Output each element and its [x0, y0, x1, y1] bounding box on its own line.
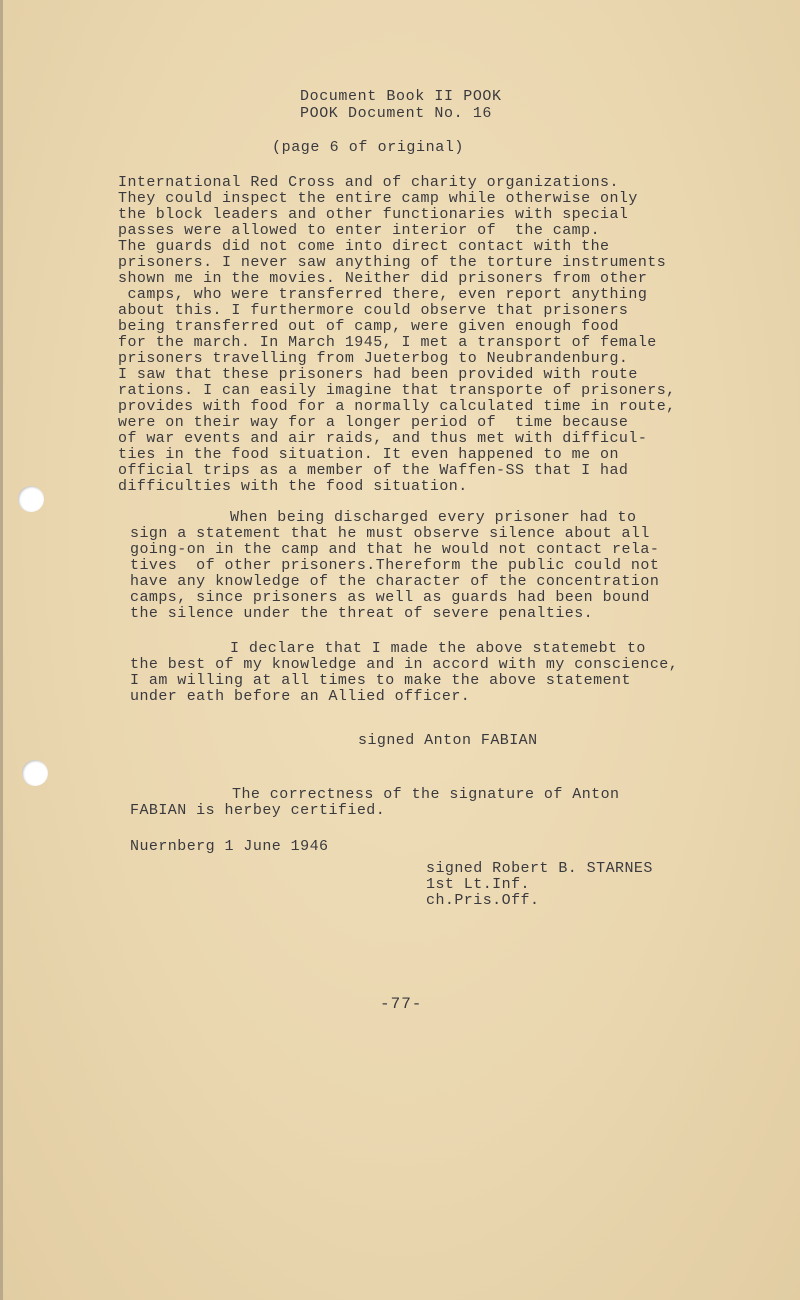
text-line: going-on in the camp and that he would not contact rela-: [130, 541, 660, 558]
text-line: International Red Cross and of charity organizations.: [118, 174, 619, 191]
certification-line-1: The correctness of the signature of Anton: [232, 786, 620, 803]
text-line: about this. I furthermore could observe that prisoners: [118, 302, 629, 319]
signature-rank: 1st Lt.Inf.: [426, 876, 530, 893]
text-line: being transferred out of camp, were given enough food: [118, 318, 619, 335]
text-line: When being discharged every prisoner had to: [230, 509, 637, 526]
signature-title: ch.Pris.Off.: [426, 892, 540, 909]
text-line: I declare that I made the above statemebt to: [230, 640, 646, 657]
text-line: sign a statement that he must observe silence about all: [130, 525, 650, 542]
punch-hole: [18, 486, 44, 512]
text-line: the silence under the threat of severe penalties.: [130, 605, 594, 622]
text-line: rations. I can easily imagine that transporte of prisoners,: [118, 382, 676, 399]
header-line-2: POOK Document No. 16: [300, 105, 493, 122]
text-line: difficulties with the food situation.: [118, 478, 468, 495]
signature-fabian: signed Anton FABIAN: [358, 732, 538, 749]
text-line: have any knowledge of the character of the concentration: [130, 573, 660, 590]
text-line: camps, who were transferred there, even report anything: [118, 286, 648, 303]
page-number: -77-: [380, 995, 423, 1013]
text-line: The guards did not come into direct contact with the: [118, 238, 610, 255]
place-date: Nuernberg 1 June 1946: [130, 838, 329, 855]
punch-hole: [22, 760, 48, 786]
text-line: shown me in the movies. Neither did prisoners from other: [118, 270, 648, 287]
text-line: prisoners travelling from Jueterbog to Neubrandenburg.: [118, 350, 629, 367]
text-line: of war events and air raids, and thus met with difficul-: [118, 430, 648, 447]
text-line: prisoners. I never saw anything of the torture instruments: [118, 254, 667, 271]
text-line: for the march. In March 1945, I met a transport of female: [118, 334, 657, 351]
text-line: under eath before an Allied officer.: [130, 688, 471, 705]
certification-line-2: FABIAN is herbey certified.: [130, 802, 386, 819]
text-line: I saw that these prisoners had been provided with route: [118, 366, 638, 383]
text-line: the block leaders and other functionaries with special: [118, 206, 629, 223]
page-reference: (page 6 of original): [272, 139, 465, 156]
text-line: I am willing at all times to make the above statement: [130, 672, 631, 689]
text-line: ties in the food situation. It even happened to me on: [118, 446, 619, 463]
text-line: the best of my knowledge and in accord with my conscience,: [130, 656, 679, 673]
text-line: They could inspect the entire camp while otherwise only: [118, 190, 638, 207]
text-line: tives of other prisoners.Thereform the public could not: [130, 557, 660, 574]
page-edge: [0, 0, 3, 1300]
header-line-1: Document Book II POOK: [300, 88, 502, 105]
text-line: provides with food for a normally calculated time in route,: [118, 398, 676, 415]
text-line: camps, since prisoners as well as guards had been bound: [130, 589, 650, 606]
text-line: were on their way for a longer period of time because: [118, 414, 629, 431]
text-line: passes were allowed to enter interior of the camp.: [118, 222, 601, 239]
text-line: official trips as a member of the Waffen-SS that I had: [118, 462, 629, 479]
signature-starnes: signed Robert B. STARNES: [426, 860, 653, 877]
